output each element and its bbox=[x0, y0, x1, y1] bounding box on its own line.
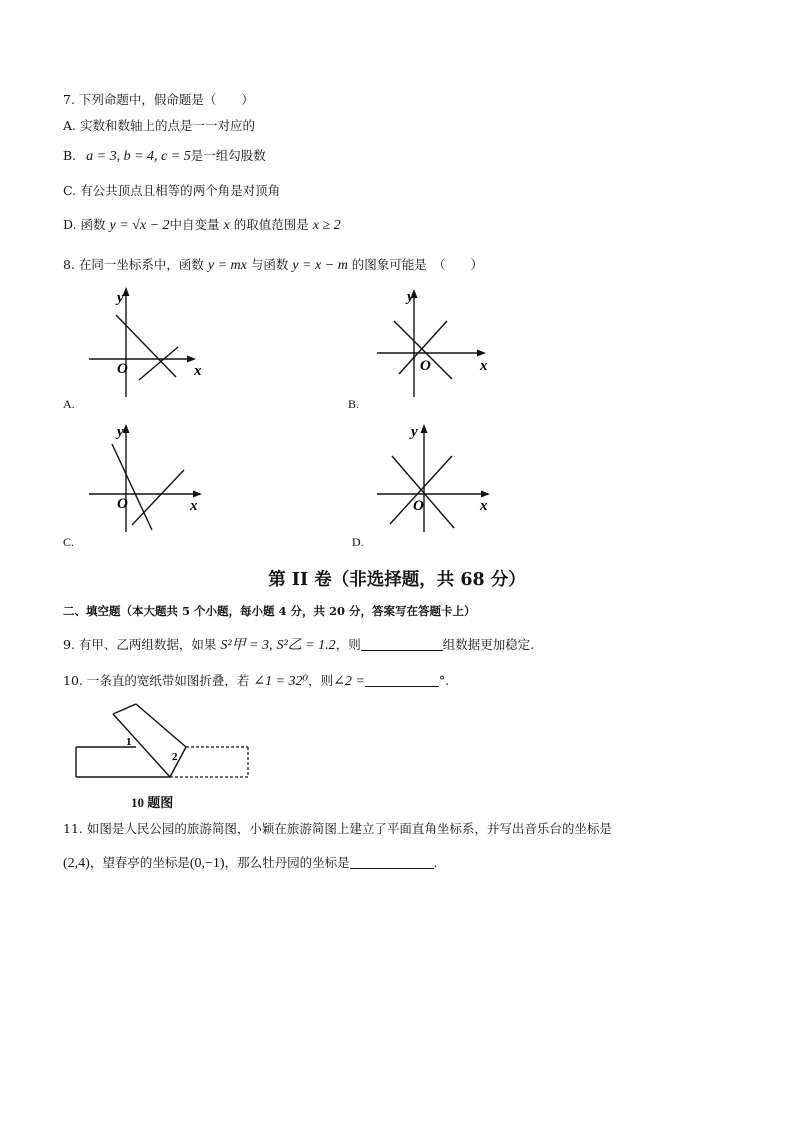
q8-graph-a-y-label: y bbox=[117, 290, 124, 306]
q11-answer-blank[interactable] bbox=[350, 856, 434, 869]
q8-option-a-label: A. bbox=[63, 397, 75, 411]
q7-option-d-mid2: 的取值范围是 bbox=[233, 217, 309, 232]
part-2-title: 第 II 卷（非选择题，共 68 分） bbox=[268, 570, 526, 590]
q11-line-2 bbox=[63, 855, 438, 872]
q8-graph-a-origin-label: O bbox=[117, 361, 128, 377]
q7-option-b-label: B. bbox=[63, 148, 77, 163]
q8-graph-d-x-label: x bbox=[480, 498, 488, 514]
q8-graph-a bbox=[84, 285, 214, 403]
q9-variance-2: S²乙 = 1.2 bbox=[276, 638, 336, 653]
q8-graph-c bbox=[84, 420, 214, 538]
q7-option-d-mid: 中自变量 bbox=[169, 217, 220, 232]
q11-coordinate-music-stage: (2,4) bbox=[63, 856, 90, 871]
q8-graph-b-origin-label: O bbox=[420, 358, 431, 374]
q9-variance-1: S²甲 = 3, bbox=[220, 638, 273, 653]
q11-coordinate-pavilion: (0,−1) bbox=[189, 856, 225, 871]
q7-option-b bbox=[63, 148, 266, 165]
q10-prefix: 10. 一条直的宽纸带如图折叠，若 bbox=[63, 673, 250, 688]
q8-stem bbox=[63, 257, 483, 274]
q10-text bbox=[63, 673, 449, 690]
q7-option-b-suffix: 是一组勾股数 bbox=[190, 148, 266, 163]
q10-folded-strip-figure bbox=[70, 700, 255, 784]
q7-option-b-math: a = 3, b = 4, c = 5 bbox=[86, 149, 191, 164]
q7-option-d bbox=[63, 217, 341, 234]
q8-graph-c-y-label: y bbox=[117, 424, 124, 440]
q10-angle-2: ∠2 = bbox=[333, 674, 365, 689]
q10-angle-2-label: 2 bbox=[172, 751, 178, 763]
q8-graph-c-origin-label: O bbox=[117, 496, 128, 512]
q7-option-d-function: y = √x − 2 bbox=[109, 218, 170, 233]
q7-option-d-var: x bbox=[223, 218, 230, 233]
q9-prefix: 9. 有甲、乙两组数据，如果 bbox=[63, 637, 217, 652]
q8-graph-b bbox=[372, 285, 497, 403]
q11-line-1: 11. 如图是人民公园的旅游简图，小颖在旅游简图上建立了平面直角坐标系，并写出音乐台的坐标是 bbox=[63, 821, 612, 836]
q8-graph-c-x-label: x bbox=[190, 498, 198, 514]
q10-suffix: °. bbox=[438, 673, 450, 688]
q11-mid: ，望春亭的坐标是 bbox=[89, 855, 190, 870]
q7-option-a: A. 实数和数轴上的点是一一对应的 bbox=[63, 118, 255, 133]
q9-suffix: 组数据更加稳定. bbox=[442, 637, 535, 652]
q10-angle-1: ∠1 = 32⁰ bbox=[253, 674, 309, 689]
q11-suffix: ，那么牡丹园的坐标是 bbox=[224, 855, 350, 870]
q8-stem-suffix: 的图象可能是 （ ） bbox=[351, 257, 484, 272]
q10-figure-caption: 10 题图 bbox=[131, 795, 174, 810]
q10-mid: ，则 bbox=[308, 673, 334, 688]
q8-graph-d bbox=[372, 420, 497, 538]
q8-graph-a-x-label: x bbox=[194, 363, 202, 379]
q7-option-c: C. 有公共顶点且相等的两个角是对顶角 bbox=[63, 183, 281, 198]
section-fill-in-title: 二、填空题（本大题共 5 个小题，每小题 4 分，共 20 分，答案写在答题卡上） bbox=[63, 604, 476, 618]
q8-function-2: y = x − m bbox=[292, 258, 348, 273]
q8-graph-d-origin-label: O bbox=[413, 498, 424, 514]
q8-option-d-label: D. bbox=[352, 535, 364, 549]
q7-option-d-label: D. 函数 bbox=[63, 217, 106, 232]
q7-option-d-range: x ≥ 2 bbox=[312, 218, 341, 233]
q11-end: . bbox=[433, 855, 438, 870]
q7-stem: 7. 下列命题中，假命题是（ ） bbox=[63, 92, 254, 107]
q10-angle-1-label: 1 bbox=[126, 736, 132, 748]
q9-text bbox=[63, 637, 534, 654]
q8-option-c-label: C. bbox=[63, 535, 75, 549]
q8-option-b-label: B. bbox=[348, 397, 360, 411]
q8-graph-d-y-label: y bbox=[411, 424, 418, 440]
q8-stem-mid: 与函数 bbox=[250, 257, 289, 272]
q8-function-1: y = mx bbox=[207, 258, 247, 273]
q8-graph-b-y-label: y bbox=[407, 289, 414, 305]
q8-stem-prefix: 8. 在同一坐标系中，函数 bbox=[63, 257, 204, 272]
q10-answer-blank[interactable] bbox=[365, 674, 439, 687]
q9-mid: ，则 bbox=[335, 637, 361, 652]
q8-graph-b-x-label: x bbox=[480, 358, 488, 374]
q9-answer-blank[interactable] bbox=[361, 638, 443, 651]
